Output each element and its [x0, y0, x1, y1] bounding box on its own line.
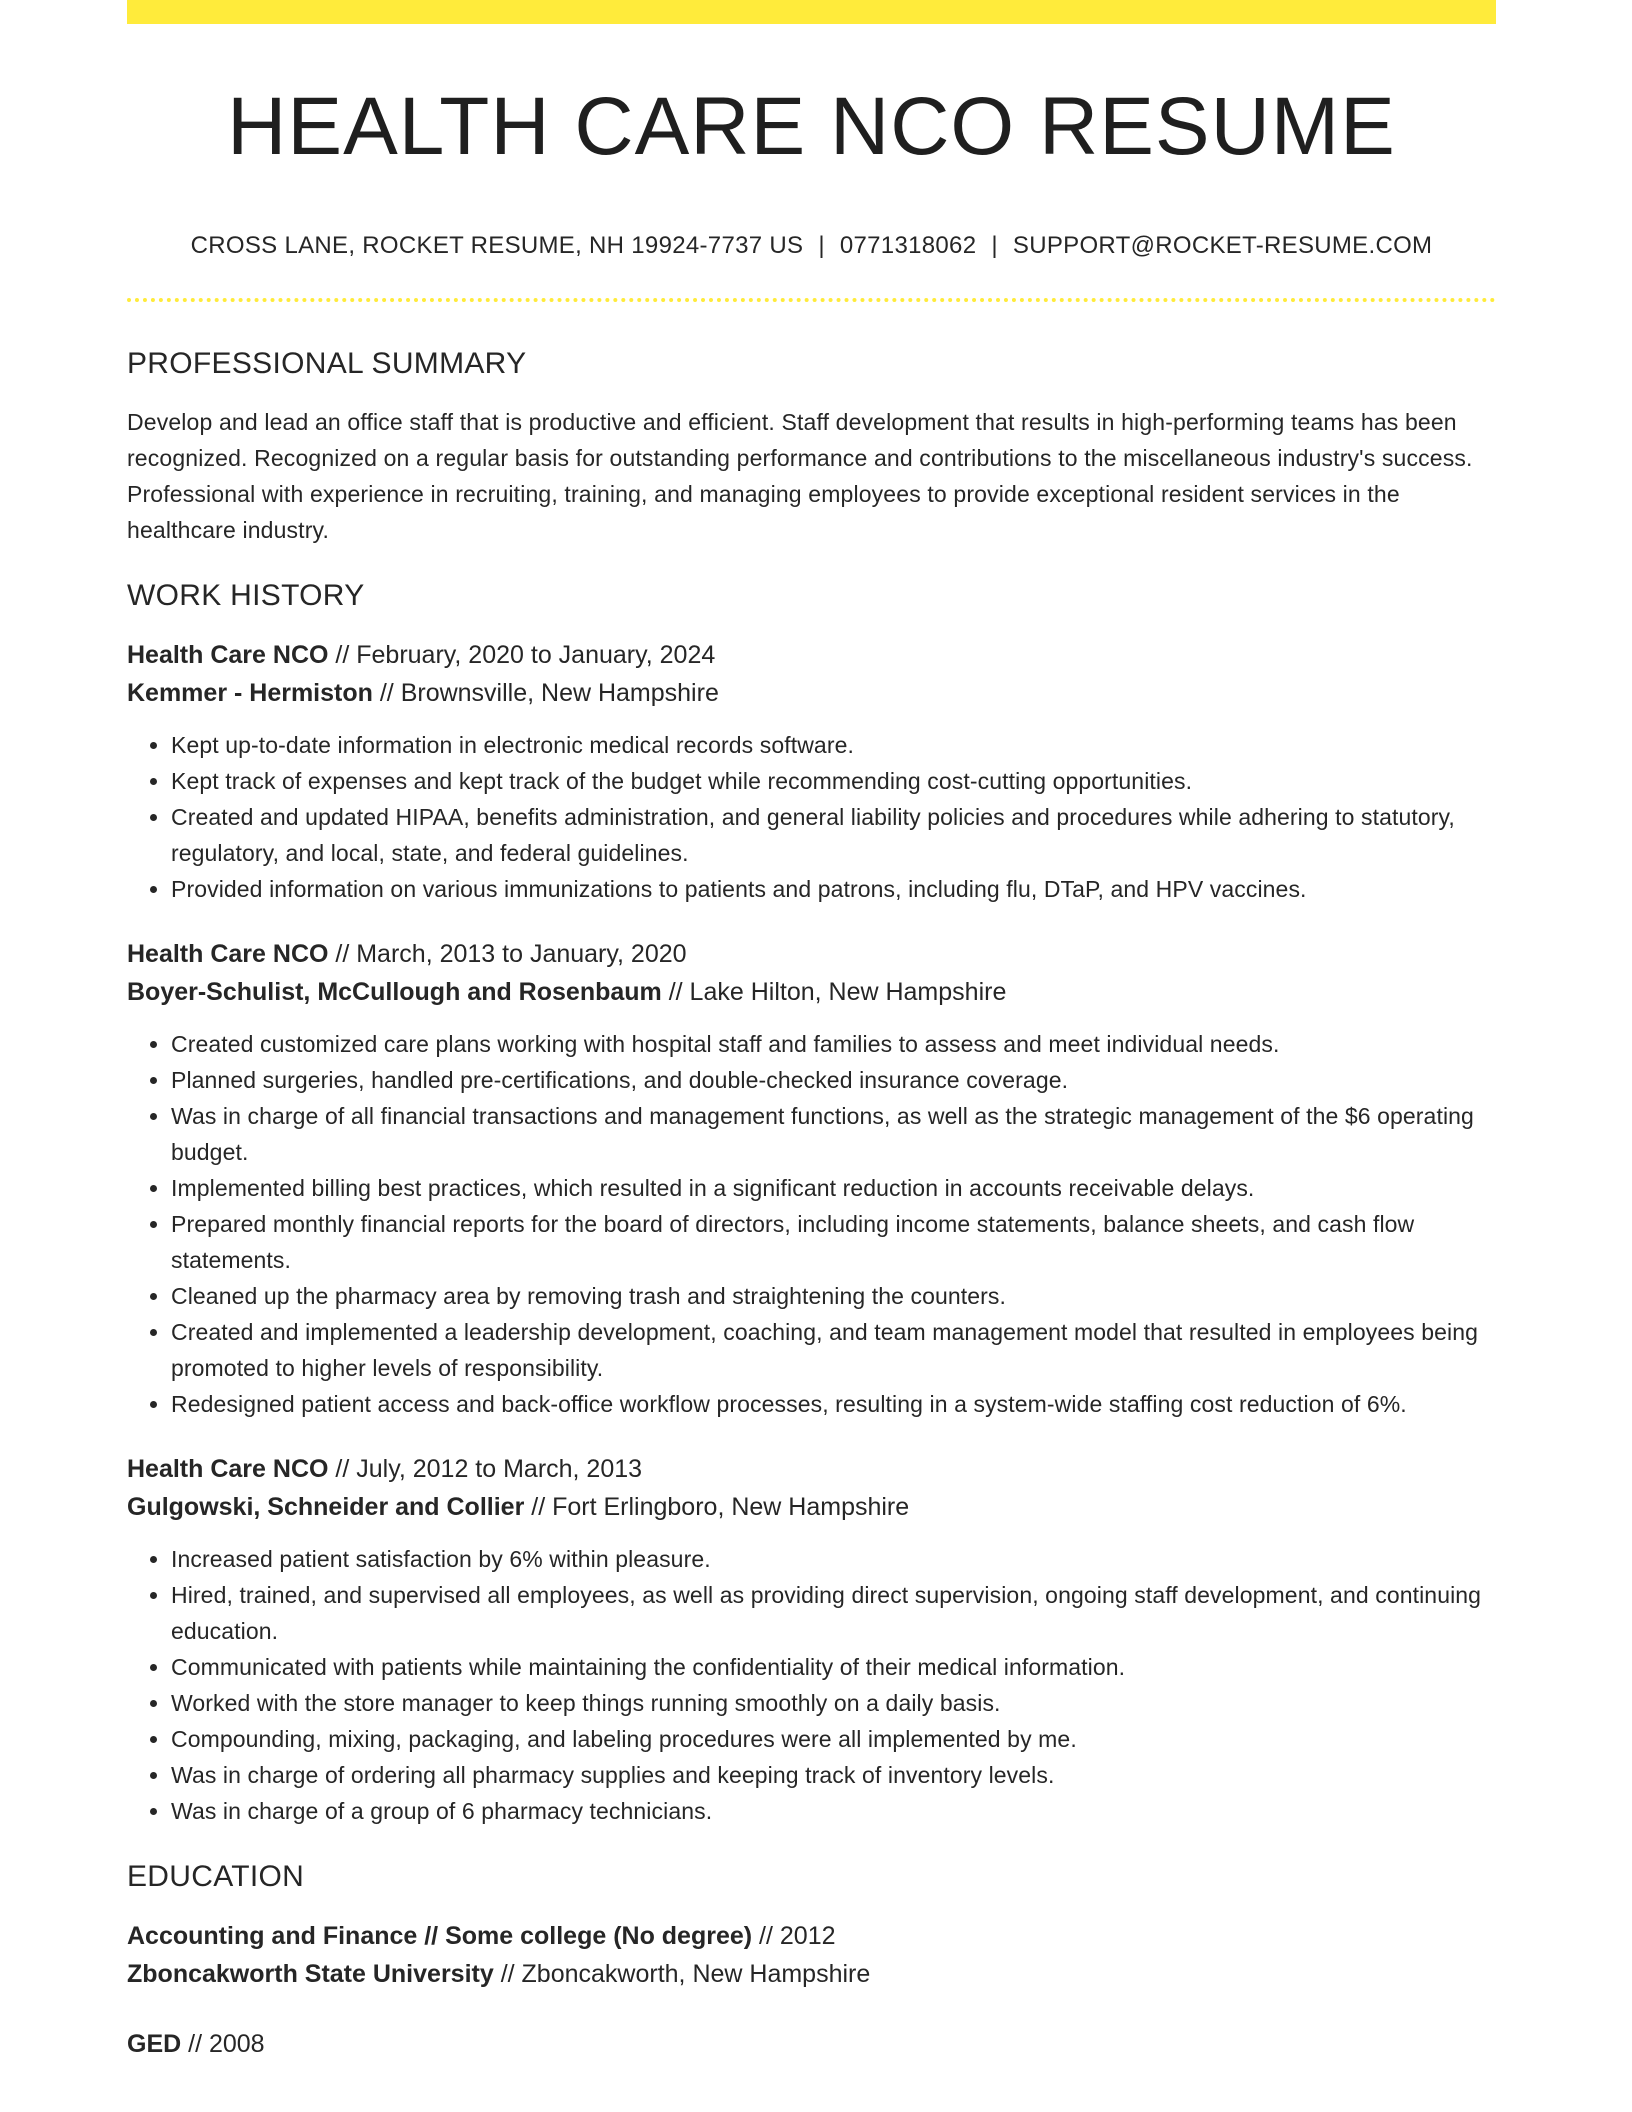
work-history-heading: WORK HISTORY — [127, 578, 365, 612]
contact-phone[interactable]: 0771318062 — [839, 232, 977, 259]
list-item: • Created customized care plans working with hospital staff and families to assess and meet individual needs. — [171, 1026, 1496, 1062]
job-bullet-list — [127, 1026, 1496, 1422]
job-entry — [127, 935, 1496, 1422]
job-company: Boyer-Schulist, McCullough and Rosenbaum — [127, 977, 662, 1006]
list-item: • Created and updated HIPAA, benefits administration, and general liability policies and procedures while adhering to statutory, regulatory, and local, state, and federal guidelines. — [171, 799, 1496, 871]
job-company: Gulgowski, Schneider and Collier — [127, 1492, 525, 1521]
resume-page — [127, 0, 1496, 2063]
education-heading: EDUCATION — [127, 1859, 305, 1893]
education-school: Zboncakworth State University — [127, 1959, 494, 1988]
list-item: • Worked with the store manager to keep things running smoothly on a daily basis. — [171, 1685, 1496, 1721]
education-degree: GED — [127, 2029, 182, 2058]
list-item: • Was in charge of a group of 6 pharmacy technicians. — [171, 1793, 1496, 1829]
job-location: // Fort Erlingboro, New Hampshire — [524, 1492, 910, 1521]
list-item: • Planned surgeries, handled pre-certifications, and double-checked insurance coverage. — [171, 1062, 1496, 1098]
job-entry — [127, 636, 1496, 907]
job-role-line — [127, 636, 1496, 674]
list-item: • Was in charge of all financial transactions and management functions, as well as the strategic management of the $6 operating budget. — [171, 1098, 1496, 1170]
education-degree-line — [127, 1917, 1496, 1955]
job-company: Kemmer - Hermiston — [127, 678, 373, 707]
header-divider — [127, 298, 1496, 302]
education-year: // 2008 — [181, 2029, 265, 2058]
summary-heading: PROFESSIONAL SUMMARY — [127, 346, 527, 380]
list-item: • Was in charge of ordering all pharmacy supplies and keeping track of inventory levels. — [171, 1757, 1496, 1793]
job-role-line — [127, 1450, 1496, 1488]
education-entry — [127, 1917, 1496, 1993]
job-role-line — [127, 935, 1496, 973]
job-role: Health Care NCO — [127, 939, 329, 968]
job-dates: // February, 2020 to January, 2024 — [328, 640, 716, 669]
job-dates: // July, 2012 to March, 2013 — [328, 1454, 643, 1483]
list-item: • Kept track of expenses and kept track of the budget while recommending cost-cutting opportunities. — [171, 763, 1496, 799]
education-year: // 2012 — [752, 1921, 836, 1950]
resume-title: HEALTH CARE NCO RESUME — [227, 81, 1396, 172]
education-entry — [127, 2025, 1496, 2063]
list-item: • Compounding, mixing, packaging, and labeling procedures were all implemented by me. — [171, 1721, 1496, 1757]
job-dates: // March, 2013 to January, 2020 — [328, 939, 687, 968]
job-location: // Brownsville, New Hampshire — [372, 678, 719, 707]
list-item: • Cleaned up the pharmacy area by removing trash and straightening the counters. — [171, 1278, 1496, 1314]
list-item: • Prepared monthly financial reports for the board of directors, including income statements, balance sheets, and cash flow statements. — [171, 1206, 1496, 1278]
job-role: Health Care NCO — [127, 640, 329, 669]
education-degree: Accounting and Finance // Some college (No degree) — [127, 1921, 753, 1950]
contact-email[interactable]: SUPPORT@ROCKET-RESUME.COM — [1012, 232, 1433, 259]
contact-address: CROSS LANE, ROCKET RESUME, NH 19924-7737 US — [190, 232, 804, 259]
list-item: • Provided information on various immunizations to patients and patrons, including flu, DTaP, and HPV vaccines. — [171, 871, 1496, 907]
job-bullet-list — [127, 727, 1496, 907]
contact-separator: | — [991, 232, 998, 259]
contact-separator: | — [818, 232, 825, 259]
list-item: • Redesigned patient access and back-office workflow processes, resulting in a system-wide staffing cost reduction of 6%. — [171, 1386, 1496, 1422]
summary-text: Develop and lead an office staff that is productive and efficient. Staff development that results in high-performing teams has been recognized. Recognized on a regular basis for outstanding performance and contributions to the miscellaneous industry's success. Professional with experience in recruiting, training, and managing employees to provide exceptional resident services in the healthcare industry. — [127, 408, 1473, 543]
job-bullet-list — [127, 1541, 1496, 1829]
job-entry — [127, 1450, 1496, 1829]
job-company-line — [127, 1488, 1496, 1526]
top-accent-bar — [127, 0, 1496, 24]
list-item: • Implemented billing best practices, which resulted in a significant reduction in accounts receivable delays. — [171, 1170, 1496, 1206]
list-item: • Communicated with patients while maintaining the confidentiality of their medical information. — [171, 1649, 1496, 1685]
job-role: Health Care NCO — [127, 1454, 329, 1483]
list-item: • Hired, trained, and supervised all employees, as well as providing direct supervision, ongoing staff development, and continuing education. — [171, 1577, 1496, 1649]
list-item: • Created and implemented a leadership development, coaching, and team management model that resulted in employees being promoted to higher levels of responsibility. — [171, 1314, 1496, 1386]
job-company-line — [127, 973, 1496, 1011]
contact-line — [127, 232, 1496, 261]
list-item: • Increased patient satisfaction by 6% within pleasure. — [171, 1541, 1496, 1577]
job-company-line — [127, 674, 1496, 712]
list-item: • Kept up-to-date information in electronic medical records software. — [171, 727, 1496, 763]
education-degree-line — [127, 2025, 1496, 2063]
job-location: // Lake Hilton, New Hampshire — [661, 977, 1007, 1006]
education-location: // Zboncakworth, New Hampshire — [493, 1959, 871, 1988]
education-school-line — [127, 1955, 1496, 1993]
